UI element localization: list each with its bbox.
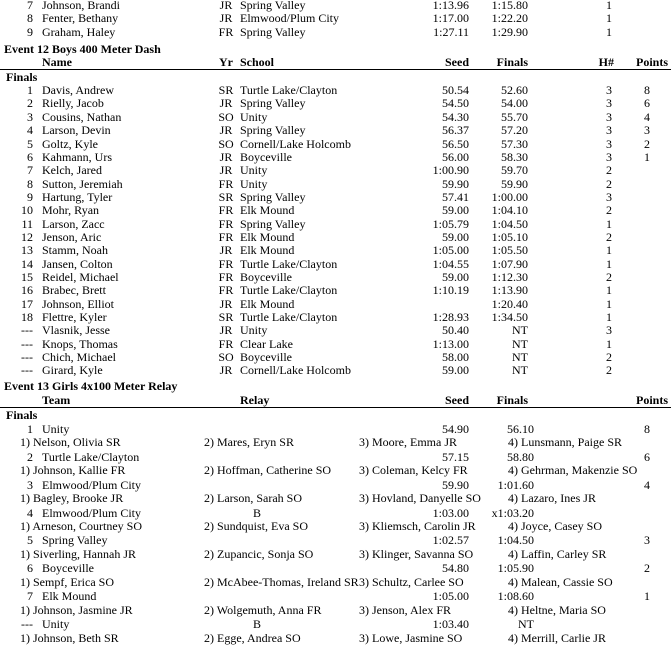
school: Spring Valley [240,189,306,204]
points: 3 [644,533,650,548]
school: Turtle Lake/Clayton [240,283,338,298]
place: 8 [27,11,33,26]
header-finals: Finals [496,393,528,408]
seed-time: 59.00 [442,229,469,244]
runner-2: 2) Wolgemuth, Anna FR [204,602,322,617]
relay-letter: B [252,505,261,520]
place: --- [21,336,33,351]
runner-3: 3) Kliemsch, Carolin JR [359,518,476,533]
relay-runners-row [0,632,671,646]
team-name: Turtle Lake/Clayton [42,449,140,464]
header-team: Team [42,393,71,408]
runner-4: 4) Laffin, Carley SR [508,546,607,561]
school: Cornell/Lake Holcomb [240,363,351,378]
team-name: Unity [42,421,70,436]
final-time: 1:08.60 [497,589,534,604]
heat: 1 [606,216,612,231]
header-relay: Relay [240,393,270,408]
school: Cornell/Lake Holcomb [240,136,351,151]
athlete-name: Brabec, Brett [42,283,106,298]
place: 13 [21,243,33,258]
heat: 3 [606,189,612,204]
athlete-name: Kahmann, Urs [42,149,112,164]
place: 2 [27,449,33,464]
seed-time: 1:00.90 [432,163,469,178]
relay-letter: B [252,617,261,632]
school: Spring Valley [240,0,306,12]
year: JR [219,96,233,111]
runner-3: 3) Coleman, Kelcy FR [359,463,468,478]
heat: 2 [606,229,612,244]
final-time: 1:05.10 [491,229,528,244]
athlete-name: Jenson, Aric [42,229,102,244]
header-finals: Finals [496,55,528,70]
year: SO [218,350,234,365]
place: 12 [21,229,33,244]
seed-time: 1:02.57 [432,533,469,548]
year: FR [218,336,234,351]
place: 14 [21,256,33,271]
place: 17 [21,296,33,311]
year: FR [218,256,234,271]
year: FR [218,283,234,298]
year: FR [218,24,234,39]
runner-4: 4) Lunsmann, Paige SR [508,435,622,450]
athlete-name: Hartung, Tyler [42,189,113,204]
runner-2: 2) Sundquist, Eva SO [204,518,309,533]
seed-time: 56.37 [442,123,469,138]
runner-1: 1) Johnson, Beth SR [20,630,119,645]
seed-time: 1:13.00 [432,336,469,351]
place: --- [21,617,33,632]
relay-runners-row [0,520,671,534]
athlete-name: Kelch, Jared [42,163,102,178]
athlete-name: Davis, Andrew [42,83,114,98]
header-points: Points [635,55,668,70]
runner-1: 1) Siverling, Hannah JR [20,546,136,561]
seed-time: 1:28.93 [432,310,469,325]
final-time: 59.90 [501,176,528,191]
athlete-name: Fenter, Bethany [42,11,119,26]
points: 2 [644,136,650,151]
year: SR [218,189,234,204]
final-time: 55.70 [501,109,528,124]
school: Turtle Lake/Clayton [240,310,338,325]
school: Boyceville [240,350,292,365]
heat: 1 [606,256,612,271]
runner-4: 4) Merrill, Carlie JR [508,630,606,645]
header-seed: Seed [445,393,469,408]
school: Elmwood/Plum City [240,11,340,26]
final-time: 1:22.20 [491,11,528,26]
heat: 3 [606,83,612,98]
relay-runners-row [0,464,671,478]
athlete-name: Larson, Devin [42,123,111,138]
year: SR [218,83,234,98]
year: JR [219,149,233,164]
final-time: 1:13.90 [491,283,528,298]
place: 16 [21,283,33,298]
event-13-title: Event 13 Girls 4x100 Meter Relay [4,378,178,393]
heat: 3 [606,136,612,151]
seed-time: 56.50 [442,136,469,151]
year: SO [218,136,234,151]
year: JR [219,323,233,338]
school: Spring Valley [240,216,306,231]
final-time: 1:29.90 [491,24,528,39]
runner-3: 3) Moore, Emma JR [359,435,457,450]
final-time: 54.00 [501,96,528,111]
athlete-name: Goltz, Kyle [42,136,98,151]
runner-1: 1) Nelson, Olivia SR [20,435,121,450]
athlete-name: Reidel, Michael [42,270,119,284]
points: 4 [644,109,650,124]
place: 6 [27,561,33,576]
heat: 1 [606,310,612,325]
header-heat: H# [598,55,614,70]
final-time: 1:00.00 [491,189,528,204]
place: 2 [27,96,33,111]
runner-4: 4) Joyce, Casey SO [508,518,602,533]
seed-time: 54.30 [442,109,469,124]
final-time: 1:12.30 [491,270,528,284]
heat: 3 [606,123,612,138]
place: 5 [27,533,33,548]
points: 4 [644,477,650,492]
year: JR [219,296,233,311]
school: Unity [240,176,268,191]
event-12-title: Event 12 Boys 400 Meter Dash [4,42,161,57]
points: 8 [644,421,650,436]
final-time: 56.10 [507,421,534,436]
finals-label: Finals [6,407,38,422]
header-seed: Seed [445,55,469,70]
team-name: Elmwood/Plum City [42,477,142,492]
school: Turtle Lake/Clayton [240,83,338,98]
runner-2: 2) Zupancic, Sonja SO [204,546,314,561]
school: Elk Mound [240,229,295,244]
team-name: Elmwood/Plum City [42,505,142,520]
place: --- [21,350,33,365]
column-header-row [0,56,671,70]
points: 1 [644,589,650,604]
heat: 3 [606,323,612,338]
final-time: NT [518,617,534,632]
athlete-name: Flettre, Kyler [42,310,107,325]
seed-time: 1:27.11 [433,24,469,39]
year: FR [218,203,234,218]
place: 1 [27,421,33,436]
year: JR [219,363,233,378]
final-time: 1:04.50 [491,216,528,231]
year: JR [219,11,233,26]
seed-time: 1:03.00 [432,505,469,520]
runner-1: 1) Johnson, Jasmine JR [20,602,133,617]
result-row [0,26,671,40]
seed-time: 59.90 [442,477,469,492]
place: 6 [27,149,33,164]
year: SR [218,310,234,325]
points: 6 [644,449,650,464]
place: 18 [21,310,33,325]
runner-2: 2) Egge, Andrea SO [204,630,301,645]
runner-2: 2) Larson, Sarah SO [204,491,302,505]
athlete-name: Rielly, Jacob [42,96,104,111]
heat: 1 [606,283,612,298]
relay-runners-row [0,576,671,590]
final-time: x1:03.20 [491,505,534,520]
final-time: NT [512,336,528,351]
year: JR [219,0,233,12]
athlete-name: Chich, Michael [42,350,116,365]
header-yr: Yr [219,55,233,70]
athlete-name: Graham, Haley [42,24,116,39]
final-time: 1:04.10 [491,203,528,218]
seed-time: 59.00 [442,363,469,378]
school: Unity [240,163,268,178]
seed-time: 56.00 [442,149,469,164]
seed-time: 1:05.00 [432,589,469,604]
seed-time: 1:03.40 [432,617,469,632]
runner-3: 3) Jenson, Alex FR [359,602,452,617]
relay-runners-row [0,492,671,506]
seed-time: 1:13.96 [432,0,469,12]
heat: 1 [606,11,612,26]
final-time: 52.60 [501,83,528,98]
finals-label: Finals [6,69,38,84]
seed-time: 57.15 [442,449,469,464]
athlete-name: Stamm, Noah [42,243,108,258]
team-name: Elk Mound [42,589,97,604]
result-row [0,364,671,378]
school: Boyceville [240,149,292,164]
athlete-name: Sutton, Jeremiah [42,176,123,191]
final-time: 1:01.60 [497,477,534,492]
seed-time: 57.41 [442,189,469,204]
heat: 2 [606,363,612,378]
athlete-name: Cousins, Nathan [42,109,122,124]
final-time: NT [512,350,528,365]
relay-runners-row [0,436,671,450]
place: 8 [27,176,33,191]
final-time: 1:20.40 [491,296,528,311]
place: 7 [27,0,33,12]
place: 15 [21,270,33,284]
runner-4: 4) Malean, Cassie SO [508,574,613,589]
seed-time: 1:17.00 [432,11,469,26]
runner-3: 3) Lowe, Jasmine SO [359,630,463,645]
school: Clear Lake [240,336,293,351]
runner-3: 3) Klinger, Savanna SO [359,546,474,561]
event-title [0,380,671,394]
year: FR [218,229,234,244]
school: Spring Valley [240,123,306,138]
final-time: 57.20 [501,123,528,138]
seed-time: 50.40 [442,323,469,338]
heat: 3 [606,149,612,164]
athlete-name: Larson, Zacc [42,216,105,231]
final-time: 57.30 [501,136,528,151]
runner-4: 4) Gehrman, Makenzie SO [508,463,638,478]
final-time: NT [512,323,528,338]
final-time: 1:04.50 [497,533,534,548]
column-header-row [0,394,671,408]
final-time: 1:15.80 [491,0,528,12]
final-time: 58.80 [507,449,534,464]
athlete-name: Jansen, Colton [42,256,113,271]
points: 6 [644,96,650,111]
runner-4: 4) Lazaro, Ines JR [508,491,596,505]
heat: 3 [606,109,612,124]
athlete-name: Mohr, Ryan [42,203,100,218]
athlete-name: Johnson, Elliot [42,296,115,311]
relay-runners-row [0,548,671,562]
athlete-name: Johnson, Brandi [42,0,120,12]
seed-time: 1:04.55 [432,256,469,271]
team-name: Boyceville [42,561,94,576]
final-time: 1:07.90 [491,256,528,271]
final-time: 1:34.50 [491,310,528,325]
final-time: NT [512,363,528,378]
heat: 2 [606,203,612,218]
place: --- [21,363,33,378]
school: Boyceville [240,270,292,284]
place: 9 [27,24,33,39]
runner-3: 3) Hovland, Danyelle SO [359,491,481,505]
heat: 2 [606,350,612,365]
seed-time: 54.50 [442,96,469,111]
year: SO [218,109,234,124]
heat: 2 [606,270,612,284]
header-points: Points [635,393,668,408]
runner-2: 2) McAbee-Thomas, Ireland SR [204,574,359,589]
final-time: 58.30 [501,149,528,164]
year: FR [218,176,234,191]
year: FR [218,270,234,284]
runner-2: 2) Mares, Eryn SR [204,435,294,450]
runner-1: 1) Johnson, Kallie FR [20,463,126,478]
athlete-name: Girard, Kyle [42,363,103,378]
place: --- [21,323,33,338]
seed-time: 1:05.79 [432,216,469,231]
seed-time: 54.90 [442,421,469,436]
team-name: Unity [42,617,70,632]
school: Unity [240,109,268,124]
place: 9 [27,189,33,204]
school: Elk Mound [240,243,295,258]
relay-runners-row [0,604,671,618]
heat: 1 [606,336,612,351]
header-school: School [240,55,275,70]
final-time: 59.70 [501,163,528,178]
place: 5 [27,136,33,151]
athlete-name: Vlasnik, Jesse [42,323,110,338]
year: JR [219,163,233,178]
seed-time: 59.90 [442,176,469,191]
school: Elk Mound [240,296,295,311]
school: Elk Mound [240,203,295,218]
place: 10 [21,203,33,218]
seed-time: 59.00 [442,270,469,284]
year: JR [219,123,233,138]
heat: 1 [606,0,612,12]
runner-4: 4) Heltne, Maria SO [508,602,606,617]
points: 1 [644,149,650,164]
runner-1: 1) Bagley, Brooke JR [20,491,124,505]
runner-1: 1) Sempf, Erica SO [20,574,114,589]
runner-2: 2) Hoffman, Catherine SO [204,463,332,478]
school: Spring Valley [240,24,306,39]
seed-time: 54.80 [442,561,469,576]
seed-time: 59.00 [442,203,469,218]
heat: 2 [606,176,612,191]
seed-time: 1:05.00 [432,243,469,258]
year: FR [218,216,234,231]
points: 8 [644,83,650,98]
points: 3 [644,123,650,138]
heat: 1 [606,243,612,258]
place: 7 [27,589,33,604]
place: 3 [27,109,33,124]
school: Unity [240,323,268,338]
final-time: 1:05.90 [497,561,534,576]
team-name: Spring Valley [42,533,108,548]
school: Spring Valley [240,96,306,111]
heat: 1 [606,296,612,311]
place: 3 [27,477,33,492]
event-title [0,43,671,57]
seed-time: 50.54 [442,83,469,98]
header-name: Name [42,55,72,70]
heat: 2 [606,163,612,178]
points: 2 [644,561,650,576]
heat: 1 [606,24,612,39]
place: 7 [27,163,33,178]
place: 11 [21,216,33,231]
heat: 3 [606,96,612,111]
school: Turtle Lake/Clayton [240,256,338,271]
place: 4 [27,123,33,138]
place: 1 [27,83,33,98]
result-row [0,191,671,205]
seed-time: 58.00 [442,350,469,365]
final-time: 1:05.50 [491,243,528,258]
athlete-name: Knops, Thomas [42,336,118,351]
section-label [0,409,671,423]
runner-3: 3) Schultz, Carlee SO [359,574,464,589]
year: JR [219,243,233,258]
place: 4 [27,505,33,520]
seed-time: 1:10.19 [432,283,469,298]
runner-1: 1) Arneson, Courtney SO [20,518,142,533]
